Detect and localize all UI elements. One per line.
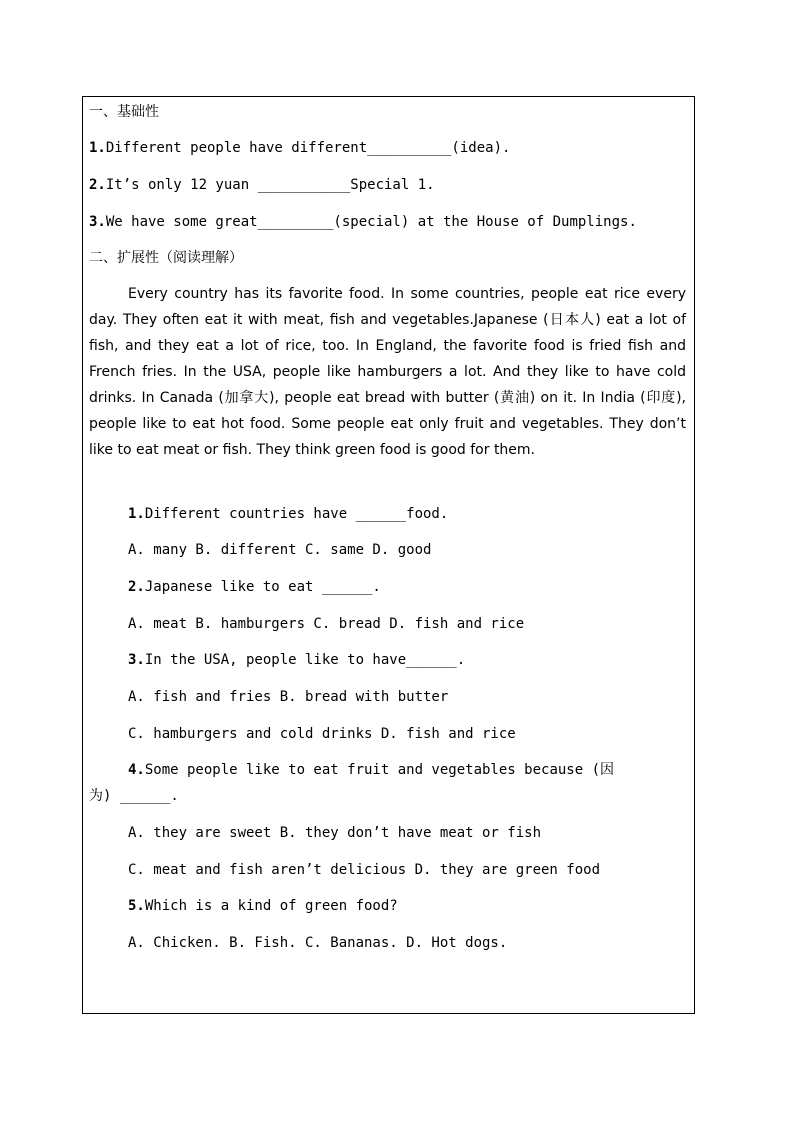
answer-options: A. fish and fries B. bread with butter <box>128 689 449 705</box>
question-text: Japanese like to eat ______. <box>144 579 381 595</box>
answer-options: A. meat B. hamburgers C. bread D. fish and rice <box>128 616 525 632</box>
question-number: 3. <box>128 652 145 668</box>
question-stem <box>128 505 448 523</box>
answer-options: C. meat and fish aren’t delicious D. they are green food <box>128 862 601 878</box>
question-text: Different countries have ______food. <box>144 506 449 522</box>
question-stem <box>128 761 614 779</box>
question-number: 4. <box>128 762 145 778</box>
item-text: Different people have different__________(idea). <box>105 140 511 156</box>
fill-blank-item <box>89 139 510 157</box>
item-text: It’s only 12 yuan ___________Special 1. <box>105 177 435 193</box>
question-stem <box>128 578 381 596</box>
question-text: In the USA, people like to have______. <box>144 652 466 668</box>
answer-options: A. Chicken. B. Fish. C. Bananas. D. Hot dogs. <box>128 935 508 951</box>
question-stem <box>128 651 465 669</box>
item-text: We have some great_________(special) at the House of Dumplings. <box>105 214 637 230</box>
item-number: 2. <box>89 177 106 193</box>
section-2-title: 二、扩展性（阅读理解） <box>89 250 243 266</box>
answer-options: A. they are sweet B. they don’t have meat or fish <box>128 825 542 841</box>
question-number: 5. <box>128 898 145 914</box>
question-number: 1. <box>128 506 145 522</box>
question-stem <box>128 897 398 915</box>
question-stem-continued: 为) ______. <box>89 788 179 804</box>
item-number: 3. <box>89 214 106 230</box>
section-1-title: 一、基础性 <box>89 104 159 120</box>
reading-passage: Every country has its favorite food. In some countries, people eat rice every day. They often eat it with meat, fish and vegetables.Japanese (日本人) eat a lot of fish, and they eat a lot of rice, too. In England, the favorite food is fried fish and French fries. In the USA, people like hamburgers a lot. And they like to have cold drinks. In Canada (加拿大), people eat bread with butter (黄油) on it. In India (印度), people like to eat hot food. Some people eat only fruit and vegetables. They don’t like to eat meat or fish. They think green food is good for them. <box>89 286 686 458</box>
item-number: 1. <box>89 140 106 156</box>
question-text: Which is a kind of green food? <box>144 898 398 914</box>
question-text: Some people like to eat fruit and vegetables because (因 <box>144 762 615 778</box>
fill-blank-item <box>89 176 435 194</box>
answer-options: A. many B. different C. same D. good <box>128 542 432 558</box>
question-number: 2. <box>128 579 145 595</box>
worksheet-box <box>82 96 695 1014</box>
answer-options: C. hamburgers and cold drinks D. fish and rice <box>128 726 516 742</box>
fill-blank-item <box>89 213 637 231</box>
